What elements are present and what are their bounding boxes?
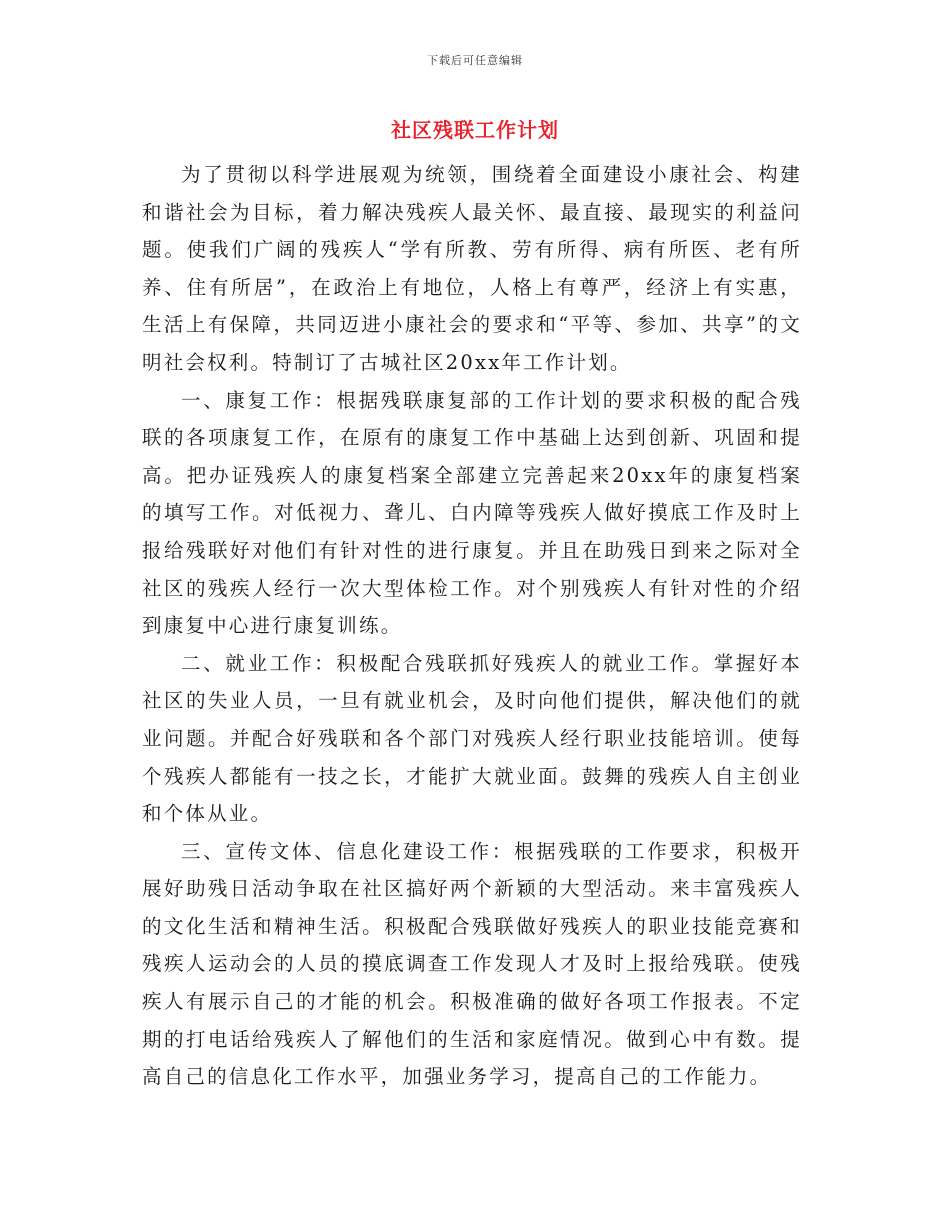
paragraph-rehabilitation: 一、康复工作：根据残联康复部的工作计划的要求积极的配合残联的各项康复工作，在原有的康复工作中基础上达到创新、巩固和提高。把办证残疾人的康复档案全部建立完善起来20xx年的康复档案的填写工作。对低视力、聋儿、白内障等残疾人做好摸底工作及时上报给残联好对他们有针对性的进行康复。并且在助残日到来之际对全社区的残疾人经行一次大型体检工作。对个别残疾人有针对性的介绍到康复中心进行康复训练。 xyxy=(142,388,802,638)
paragraph-publicity: 三、宣传文体、信息化建设工作：根据残联的工作要求，积极开展好助残日活动争取在社区搞好两个新颖的大型活动。来丰富残疾人的文化生活和精神生活。积极配合残联做好残疾人的职业技能竞赛和残疾人运动会的人员的摸底调查工作发现人才及时上报给残联。使残疾人有展示自己的才能的机会。积极准确的做好各项工作报表。不定期的打电话给残疾人了解他们的生活和家庭情况。做到心中有数。提高自己的信息化工作水平，加强业务学习，提高自己的工作能力。 xyxy=(142,839,802,1089)
header-note: 下载后可任意编辑 xyxy=(427,54,523,67)
document-title: 社区残联工作计划 xyxy=(391,118,559,142)
paragraph-intro: 为了贯彻以科学进展观为统领，围绕着全面建设小康社会、构建和谐社会为目标，着力解决残疾人最关怀、最直接、最现实的利益问题。使我们广阔的残疾人“学有所教、劳有所得、病有所医、老有所养、住有所居”，在政治上有地位，人格上有尊严，经济上有实惠，生活上有保障，共同迈进小康社会的要求和“平等、参加、共享”的文明社会权利。特制订了古城社区20xx年工作计划。 xyxy=(142,163,802,374)
document-body xyxy=(142,156,802,1096)
paragraph-employment: 二、就业工作：积极配合残联抓好残疾人的就业工作。掌握好本社区的失业人员，一旦有就业机会，及时向他们提供，解决他们的就业问题。并配合好残联和各个部门对残疾人经行职业技能培训。使每个残疾人都能有一技之长，才能扩大就业面。鼓舞的残疾人自主创业和个体从业。 xyxy=(142,651,802,826)
